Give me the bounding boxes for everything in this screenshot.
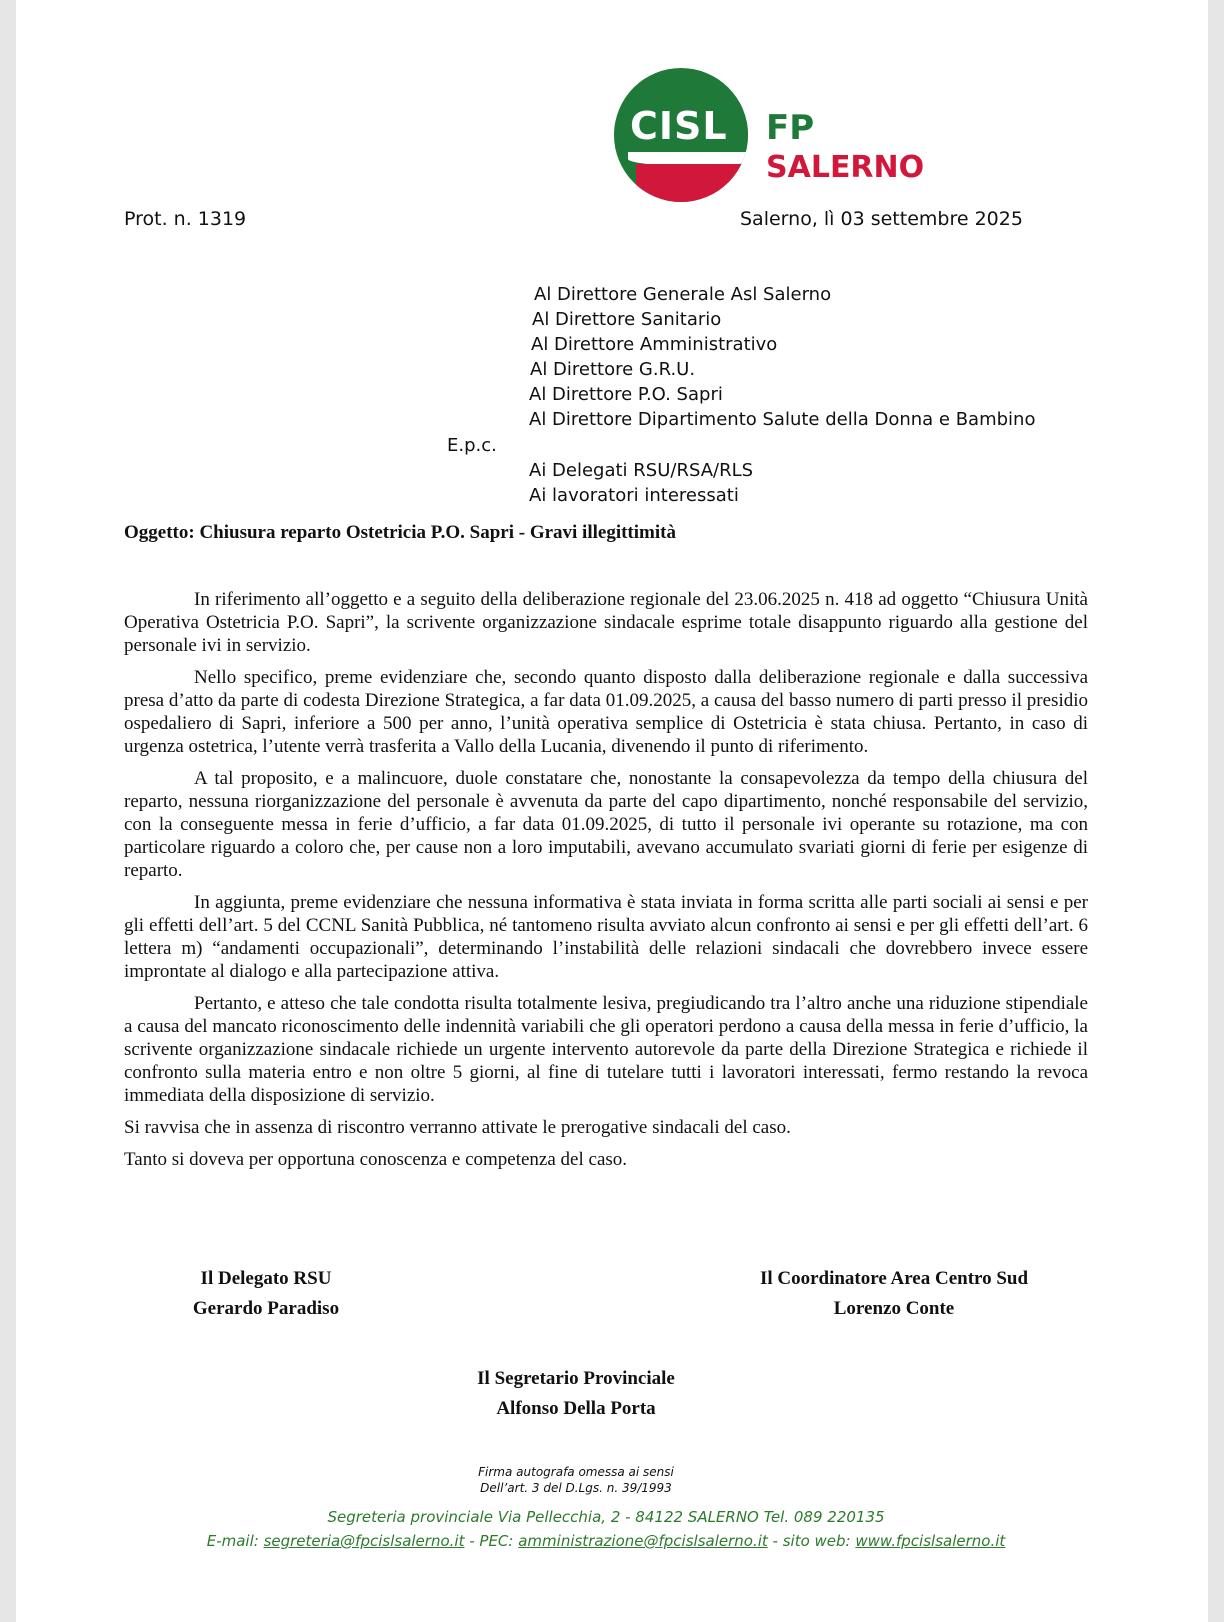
epc-label: E.p.c. bbox=[447, 435, 497, 456]
body-paragraph: A tal proposito, e a malincuore, duole constatare che, nonostante la consapevolezza da tempo della chiusura del reparto, nessuna riorganizzazione del personale è avvenuta da parte del capo dipartimento, nonché responsabile del servizio, con la conseguente messa in ferie d’ufficio, a far data 01.09.2025, di tutto il personale ivi operante su rotazione, ma con particolare riguardo a coloro che, per cause non a loro imputabili, avevano accumulato svariati giorni di ferie per esigenze di reparto. bbox=[124, 768, 1088, 881]
body-paragraph: Pertanto, e atteso che tale condotta risulta totalmente lesiva, pregiudicando tra l’altro anche una riduzione stipendiale a causa del mancato riconoscimento delle indennità variabili che gli operatori perdono a causa della messa in ferie d’ufficio, la scrivente organizzazione sindacale richiede un urgente intervento autorevole da parte della Direzione Strategica e richiede il confronto sulla materia entro e non oltre 5 giorni, al fine di tutelare tutti i lavoratori interessati, fermo restando la revoca immediata della disposizione di servizio. bbox=[124, 993, 1088, 1106]
recipient: Al Direttore G.R.U. bbox=[530, 359, 696, 380]
signature-role: Il Coordinatore Area Centro Sud bbox=[759, 1268, 1029, 1289]
signature-role: Il Delegato RSU bbox=[200, 1268, 332, 1289]
signature-note: Firma autografa omessa ai sensi Dell’art. 3 del D.Lgs. n. 39/1993 bbox=[478, 1465, 674, 1495]
recipient: Al Direttore Amministrativo bbox=[531, 334, 778, 355]
logo-cisl-text: CISL bbox=[630, 104, 728, 148]
epc-recipient: Ai lavoratori interessati bbox=[529, 485, 739, 506]
place-date: Salerno, lì 03 settembre 2025 bbox=[740, 208, 1023, 230]
recipient: Al Direttore Generale Asl Salerno bbox=[534, 284, 832, 305]
cisl-fp-logo bbox=[614, 68, 954, 218]
letter-body bbox=[124, 588, 1088, 1180]
subject-line: Oggetto: Chiusura reparto Ostetricia P.O. Sapri - Gravi illegittimità bbox=[124, 522, 676, 543]
signature-left bbox=[166, 1268, 366, 1320]
email-link[interactable]: segreteria@fpcislsalerno.it bbox=[263, 1532, 465, 1550]
recipient: Al Direttore Sanitario bbox=[532, 309, 722, 330]
body-paragraph: In aggiunta, preme evidenziare che nessuna informativa è stata inviata in forma scritta alle parti sociali ai sensi e per gli effetti dell’art. 5 del CCNL Sanità Pubblica, né tantomeno risulta avviato alcun confronto ai sensi e per gli effetti dell’art. 6 lettera m) “andamenti occupazionali”, determinando l’instabilità delle relazioni sindacali che dovrebbero invece essere improntate al dialogo e alla partecipazione attiva. bbox=[124, 892, 1088, 982]
body-paragraph: In riferimento all’oggetto e a seguito della deliberazione regionale del 23.06.2025 n. 418 ad oggetto “Chiusura Unità Operativa Ostetricia P.O. Sapri”, la scrivente organizzazione sindacale esprime totale disappunto riguardo alla gestione del personale ivi in servizio. bbox=[124, 589, 1088, 656]
logo-red-band bbox=[636, 164, 748, 202]
recipient: Al Direttore P.O. Sapri bbox=[529, 384, 723, 405]
recipient: Al Direttore Dipartimento Salute della Donna e Bambino bbox=[529, 409, 1036, 430]
epc-recipient: Ai Delegati RSU/RSA/RLS bbox=[529, 460, 754, 481]
website-link[interactable]: www.fpcislsalerno.it bbox=[855, 1532, 1006, 1550]
logo-fp-text: FP bbox=[766, 108, 815, 148]
signature-right bbox=[734, 1268, 1054, 1320]
logo-salerno-text: SALERNO bbox=[766, 150, 925, 185]
signature-role: Il Segretario Provinciale bbox=[477, 1368, 675, 1389]
signature-center bbox=[436, 1368, 716, 1420]
signature-name: Gerardo Paradiso bbox=[192, 1298, 340, 1319]
signature-name: Alfonso Della Porta bbox=[496, 1398, 656, 1419]
body-paragraph: Nello specifico, preme evidenziare che, secondo quanto disposto dalla deliberazione regionale e dalla successiva presa d’atto da parte di codesta Direzione Strategica, a far data 01.09.2025, a causa del basso numero di parti presso il presidio ospedaliero di Sapri, inferiore a 500 per anno, l’unità operativa semplice di Ostetricia è stata chiusa. Pertanto, in caso di urgenza ostetrica, l’utente verrà trasferita a Vallo della Lucania, divenendo il punto di riferimento. bbox=[124, 667, 1088, 757]
signature-name: Lorenzo Conte bbox=[833, 1298, 955, 1319]
footer-address: Segreteria provinciale Via Pellecchia, 2 - 84122 SALERNO Tel. 089 220135 bbox=[327, 1508, 885, 1526]
footer-contacts: E-mail: segreteria@fpcislsalerno.it - PEC: amministrazione@fpcislsalerno.it - sito web: www.fpcislsalerno.it bbox=[206, 1532, 1006, 1550]
pec-link[interactable]: amministrazione@fpcislsalerno.it bbox=[518, 1532, 768, 1550]
body-paragraph: Si ravvisa che in assenza di riscontro verranno attivate le prerogative sindacali del caso. bbox=[124, 1117, 791, 1138]
body-paragraph: Tanto si doveva per opportuna conoscenza e competenza del caso. bbox=[124, 1149, 628, 1170]
letter-page bbox=[16, 0, 1208, 1622]
protocol-number: Prot. n. 1319 bbox=[124, 208, 247, 230]
